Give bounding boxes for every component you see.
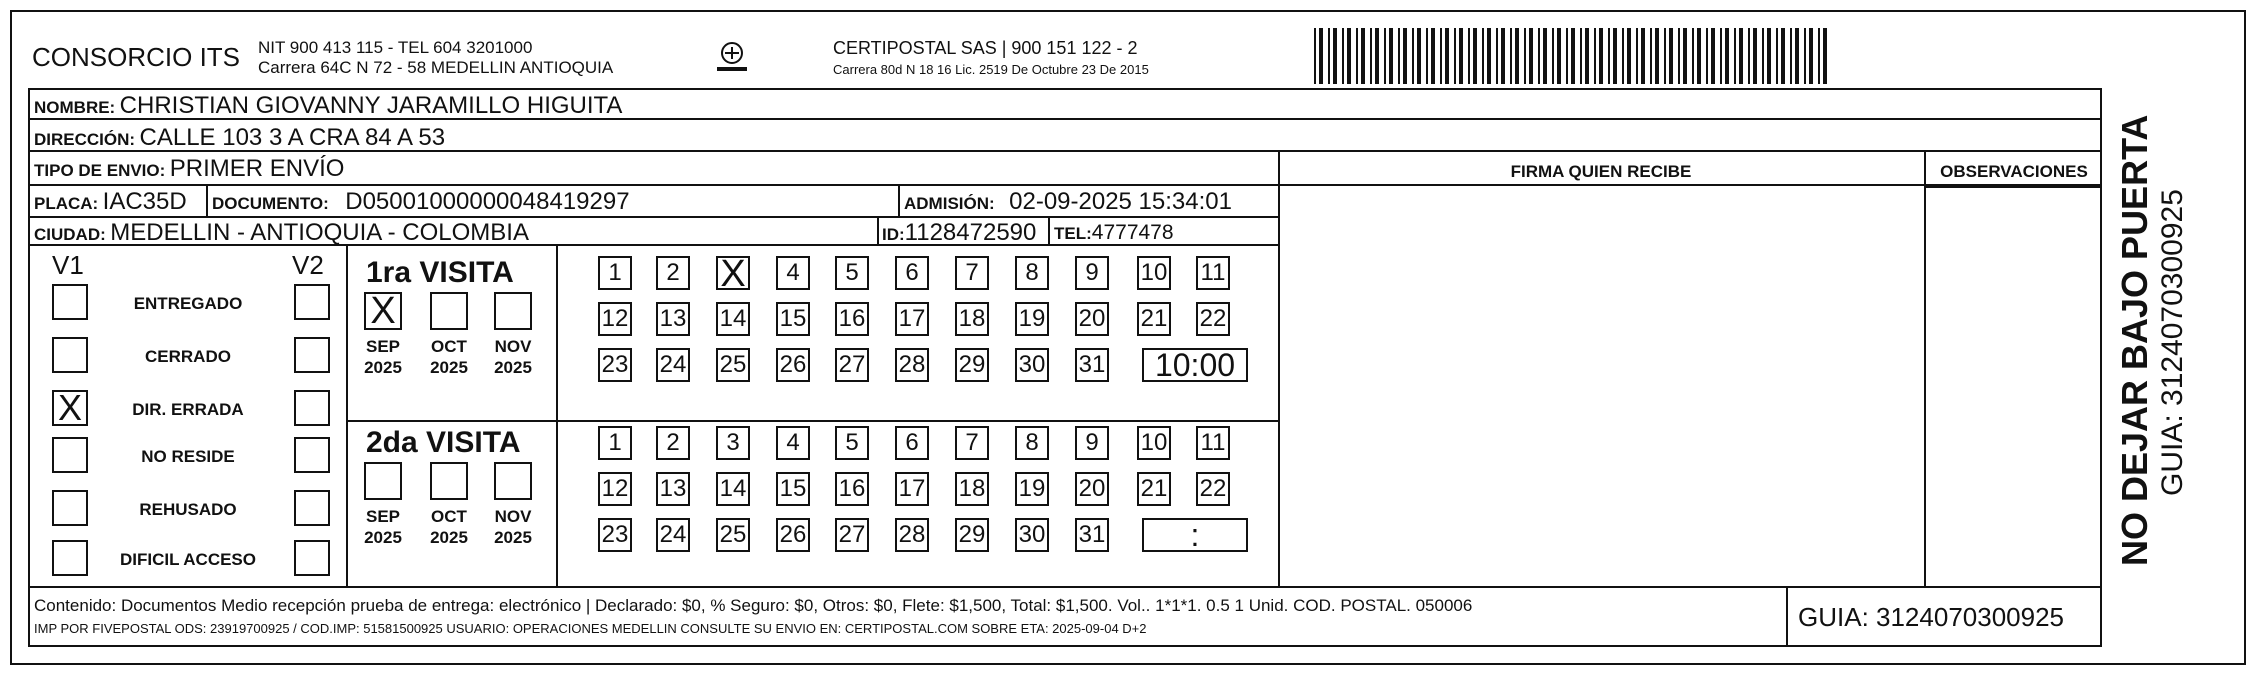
day-box[interactable]: 18 bbox=[955, 302, 989, 336]
barcode-bar bbox=[1398, 28, 1400, 84]
barcode-bar bbox=[1389, 28, 1393, 84]
month-label bbox=[423, 336, 475, 378]
status-v1-checkbox[interactable] bbox=[52, 284, 88, 320]
day-box[interactable]: 11 bbox=[1196, 256, 1230, 290]
day-box[interactable]: 19 bbox=[1015, 302, 1049, 336]
barcode-bar bbox=[1538, 28, 1540, 84]
barcode-bar bbox=[1734, 28, 1736, 84]
day-box[interactable]: 26 bbox=[776, 518, 810, 552]
barcode-bar bbox=[1683, 28, 1687, 84]
barcode-bar bbox=[1627, 28, 1631, 84]
barcode-bar bbox=[1440, 28, 1442, 84]
day-box[interactable]: 26 bbox=[776, 348, 810, 382]
day-box[interactable]: 17 bbox=[895, 472, 929, 506]
barcode-bar bbox=[1613, 28, 1617, 84]
time-field[interactable]: : bbox=[1142, 518, 1248, 552]
day-box[interactable]: 23 bbox=[598, 518, 632, 552]
v1-label: V1 bbox=[52, 250, 84, 280]
month-year: 2025 bbox=[364, 358, 402, 377]
company-address: Carrera 64C N 72 - 58 MEDELLIN ANTIOQUIA bbox=[258, 58, 614, 77]
barcode-bar bbox=[1804, 28, 1806, 84]
barcode-bar bbox=[1650, 28, 1652, 84]
day-box[interactable]: 4 bbox=[776, 426, 810, 460]
barcode-bar bbox=[1482, 28, 1484, 84]
month-year: 2025 bbox=[494, 358, 532, 377]
day-box[interactable]: 18 bbox=[955, 472, 989, 506]
month-name: SEP bbox=[365, 337, 401, 356]
tel-field: TEL:4777478 bbox=[1054, 221, 1174, 244]
day-box[interactable]: 2 bbox=[656, 426, 690, 460]
barcode-bar bbox=[1566, 28, 1568, 84]
day-box[interactable]: 9 bbox=[1075, 256, 1109, 290]
barcode-bar bbox=[1725, 28, 1729, 84]
month-year: 2025 bbox=[494, 528, 532, 547]
day-box[interactable]: 25 bbox=[716, 348, 750, 382]
barcode-bar bbox=[1454, 28, 1456, 84]
barcode-bar bbox=[1342, 28, 1344, 84]
barcode-bar bbox=[1347, 28, 1351, 84]
month-label bbox=[357, 506, 409, 548]
day-box[interactable]: 30 bbox=[1015, 348, 1049, 382]
barcode-bar bbox=[1417, 28, 1421, 84]
status-label: NO RESIDE bbox=[141, 447, 235, 466]
barcode-bar bbox=[1809, 28, 1813, 84]
day-box[interactable]: 1 bbox=[598, 256, 632, 290]
day-box[interactable]: 3 bbox=[716, 426, 750, 460]
status-v1-checkbox[interactable] bbox=[52, 490, 88, 526]
barcode-bar bbox=[1641, 28, 1645, 84]
barcode-bar bbox=[1529, 28, 1533, 84]
month-checkbox[interactable] bbox=[430, 462, 468, 500]
day-box[interactable]: 5 bbox=[835, 256, 869, 290]
day-box[interactable]: 13 bbox=[656, 472, 690, 506]
month-year: 2025 bbox=[364, 528, 402, 547]
status-label: CERRADO bbox=[145, 347, 231, 366]
barcode-bar bbox=[1426, 28, 1428, 84]
month-year: 2025 bbox=[430, 528, 468, 547]
day-box[interactable]: 4 bbox=[776, 256, 810, 290]
day-box[interactable]: 29 bbox=[955, 348, 989, 382]
barcode-bar bbox=[1515, 28, 1519, 84]
day-box[interactable]: 5 bbox=[835, 426, 869, 460]
status-label: ENTREGADO bbox=[133, 294, 243, 313]
barcode-bar bbox=[1669, 28, 1673, 84]
day-box[interactable]: 29 bbox=[955, 518, 989, 552]
barcode-bar bbox=[1510, 28, 1512, 84]
barcode-bar bbox=[1328, 28, 1330, 84]
barcode-bar bbox=[1622, 28, 1624, 84]
barcode-bar bbox=[1496, 28, 1498, 84]
barcode-bar bbox=[1384, 28, 1386, 84]
barcode-bar bbox=[1608, 28, 1610, 84]
day-box[interactable]: 27 bbox=[835, 518, 869, 552]
day-box[interactable]: 15 bbox=[776, 302, 810, 336]
month-checkbox[interactable] bbox=[494, 462, 532, 500]
month-name: OCT bbox=[431, 507, 467, 526]
day-box[interactable]: 1 bbox=[598, 426, 632, 460]
company-name: CONSORCIO ITS bbox=[32, 42, 241, 72]
day-box[interactable]: 25 bbox=[716, 518, 750, 552]
barcode-bar bbox=[1664, 28, 1666, 84]
id-field: ID:1128472590 bbox=[882, 219, 1037, 246]
day-box[interactable]: 14 bbox=[716, 302, 750, 336]
status-label: REHUSADO bbox=[139, 500, 237, 519]
barcode-bar bbox=[1333, 28, 1337, 84]
barcode-bar bbox=[1459, 28, 1463, 84]
month-checkbox[interactable] bbox=[430, 292, 468, 330]
status-label: DIR. ERRADA bbox=[132, 400, 244, 419]
day-box[interactable]: 30 bbox=[1015, 518, 1049, 552]
day-box[interactable]: 11 bbox=[1196, 426, 1230, 460]
barcode-bar bbox=[1795, 28, 1799, 84]
month-label bbox=[487, 506, 539, 548]
month-checkbox[interactable] bbox=[494, 292, 532, 330]
firma-header: FIRMA QUIEN RECIBE bbox=[1510, 162, 1692, 181]
day-box[interactable]: 31 bbox=[1075, 518, 1109, 552]
barcode-bar bbox=[1776, 28, 1778, 84]
day-box[interactable]: 17 bbox=[895, 302, 929, 336]
barcode-bar bbox=[1739, 28, 1743, 84]
v2-label: V2 bbox=[292, 250, 324, 280]
barcode-bar bbox=[1781, 28, 1785, 84]
day-box[interactable]: 10 bbox=[1137, 256, 1171, 290]
barcode-bar bbox=[1580, 28, 1582, 84]
day-box[interactable]: 8 bbox=[1015, 426, 1049, 460]
barcode-bar bbox=[1468, 28, 1470, 84]
barcode-bar bbox=[1524, 28, 1526, 84]
day-box[interactable]: 24 bbox=[656, 348, 690, 382]
barcode-bar bbox=[1706, 28, 1708, 84]
barcode-bar bbox=[1314, 28, 1316, 84]
barcode-bar bbox=[1655, 28, 1659, 84]
day-box[interactable]: 16 bbox=[835, 472, 869, 506]
footer-imp: IMP POR FIVEPOSTAL ODS: 23919700925 / COD.IMP: 51581500925 USUARIO: OPERACIONES MEDELLIN CONSULTE SU ENVIO EN: CERTIPOSTAL.COM SOBRE ETA: 2025-09-04 D+2 bbox=[34, 621, 1147, 636]
day-box[interactable]: 20 bbox=[1075, 302, 1109, 336]
status-v2-checkbox[interactable] bbox=[294, 437, 330, 473]
tipo-envio-field: TIPO DE ENVIO: PRIMER ENVÍO bbox=[34, 155, 345, 182]
barcode-bar bbox=[1445, 28, 1449, 84]
firma-area[interactable] bbox=[1280, 186, 1922, 584]
day-box[interactable]: 6 bbox=[895, 256, 929, 290]
barcode-bar bbox=[1720, 28, 1722, 84]
day-box[interactable]: 7 bbox=[955, 256, 989, 290]
day-box[interactable]: 12 bbox=[598, 472, 632, 506]
time-field[interactable]: 10:00 bbox=[1142, 348, 1248, 382]
barcode-bar bbox=[1501, 28, 1505, 84]
placa-field: PLACA: IAC35D bbox=[34, 188, 187, 215]
status-v2-checkbox[interactable] bbox=[294, 284, 330, 320]
barcode-bar bbox=[1356, 28, 1358, 84]
month-label bbox=[357, 336, 409, 378]
status-v1-checkbox[interactable] bbox=[52, 337, 88, 373]
month-name: SEP bbox=[365, 507, 401, 526]
footer-content: Contenido: Documentos Medio recepción prueba de entrega: electrónico | Declarado: $0, % Seguro: $0, Otros: $0, Flete: $1,500, Total: $1,500. Vol.. 1*1*1. 0.5 1 Unid. COD. POSTAL. 050006 bbox=[34, 596, 1473, 615]
barcode-bar bbox=[1678, 28, 1680, 84]
day-box[interactable]: 13 bbox=[656, 302, 690, 336]
admision-field: ADMISIÓN: 02-09-2025 15:34:01 bbox=[904, 188, 1232, 215]
barcode-bar bbox=[1585, 28, 1589, 84]
barcode-bar bbox=[1767, 28, 1771, 84]
day-box[interactable]: 22 bbox=[1196, 302, 1230, 336]
barcode-bar bbox=[1319, 28, 1323, 84]
day-box[interactable]: 19 bbox=[1015, 472, 1049, 506]
barcode-bar bbox=[1412, 28, 1414, 84]
barcode-bar bbox=[1818, 28, 1820, 84]
day-box[interactable]: 12 bbox=[598, 302, 632, 336]
day-box[interactable]: 28 bbox=[895, 348, 929, 382]
day-box[interactable]: 9 bbox=[1075, 426, 1109, 460]
footer-guia: GUIA: 3124070300925 bbox=[1798, 602, 2064, 632]
barcode-bar bbox=[1599, 28, 1603, 84]
status-v1-checkbox[interactable] bbox=[52, 540, 88, 576]
barcode-bar bbox=[1473, 28, 1477, 84]
observaciones-header: OBSERVACIONES bbox=[1940, 162, 2088, 181]
month-label bbox=[423, 506, 475, 548]
barcode-bar bbox=[1594, 28, 1596, 84]
nombre-field: NOMBRE: CHRISTIAN GIOVANNY JARAMILLO HIGUITA bbox=[34, 92, 623, 119]
barcode-bar bbox=[1697, 28, 1701, 84]
barcode-bar bbox=[1375, 28, 1379, 84]
side-warning: NO DEJAR BAJO PUERTA bbox=[2114, 114, 2155, 566]
status-v2-checkbox[interactable] bbox=[294, 390, 330, 426]
day-box[interactable]: 7 bbox=[955, 426, 989, 460]
day-box[interactable]: 16 bbox=[835, 302, 869, 336]
day-box[interactable]: 21 bbox=[1137, 472, 1171, 506]
day-box[interactable]: 6 bbox=[895, 426, 929, 460]
status-v2-checkbox[interactable] bbox=[294, 490, 330, 526]
barcode-bar bbox=[1431, 28, 1435, 84]
carrier-name: CERTIPOSTAL SAS | 900 151 122 - 2 bbox=[833, 38, 1138, 58]
barcode-bar bbox=[1636, 28, 1638, 84]
barcode-bar bbox=[1361, 28, 1365, 84]
day-box[interactable]: 28 bbox=[895, 518, 929, 552]
barcode bbox=[1314, 28, 1834, 84]
status-label: DIFICIL ACCESO bbox=[119, 550, 256, 569]
month-name: NOV bbox=[494, 507, 532, 526]
documento-field: DOCUMENTO: D05001000000048419297 bbox=[212, 188, 630, 215]
day-box[interactable]: 8 bbox=[1015, 256, 1049, 290]
day-box[interactable]: 10 bbox=[1137, 426, 1171, 460]
barcode-bar bbox=[1753, 28, 1757, 84]
day-box[interactable]: 24 bbox=[656, 518, 690, 552]
status-v1-checkbox[interactable] bbox=[52, 437, 88, 473]
status-v2-checkbox[interactable] bbox=[294, 540, 330, 576]
barcode-bar bbox=[1557, 28, 1561, 84]
day-box[interactable]: 2 bbox=[656, 256, 690, 290]
ciudad-field: CIUDAD: MEDELLIN - ANTIOQUIA - COLOMBIA bbox=[34, 219, 529, 246]
barcode-bar bbox=[1748, 28, 1750, 84]
visit1-title: 1ra VISITA bbox=[366, 256, 514, 289]
status-v1-checkbox[interactable]: X bbox=[52, 390, 88, 426]
direccion-field: DIRECCIÓN: CALLE 103 3 A CRA 84 A 53 bbox=[34, 124, 446, 151]
day-box[interactable]: 15 bbox=[776, 472, 810, 506]
barcode-bar bbox=[1487, 28, 1491, 84]
day-box[interactable]: 22 bbox=[1196, 472, 1230, 506]
barcode-bar bbox=[1692, 28, 1694, 84]
barcode-bar bbox=[1790, 28, 1792, 84]
month-checkbox[interactable] bbox=[364, 462, 402, 500]
barcode-bar bbox=[1552, 28, 1554, 84]
observaciones-area[interactable] bbox=[1926, 188, 2100, 584]
barcode-bar bbox=[1762, 28, 1764, 84]
day-box[interactable]: 31 bbox=[1075, 348, 1109, 382]
barcode-bar bbox=[1543, 28, 1547, 84]
barcode-bar bbox=[1711, 28, 1715, 84]
side-guia: GUIA: 3124070300925 bbox=[2156, 189, 2189, 496]
day-box-marked[interactable]: X bbox=[716, 256, 750, 290]
month-name: NOV bbox=[494, 337, 532, 356]
carrier-address: Carrera 80d N 18 16 Lic. 2519 De Octubre 23 De 2015 bbox=[833, 62, 1149, 77]
day-box[interactable]: 23 bbox=[598, 348, 632, 382]
month-name: OCT bbox=[431, 337, 467, 356]
barcode-bar bbox=[1403, 28, 1407, 84]
month-year: 2025 bbox=[430, 358, 468, 377]
visit2-title: 2da VISITA bbox=[366, 426, 521, 459]
barcode-bar bbox=[1370, 28, 1372, 84]
barcode-bar bbox=[1823, 28, 1827, 84]
day-box[interactable]: 20 bbox=[1075, 472, 1109, 506]
day-box[interactable]: 21 bbox=[1137, 302, 1171, 336]
day-box[interactable]: 14 bbox=[716, 472, 750, 506]
month-label bbox=[487, 336, 539, 378]
month-checkbox[interactable]: X bbox=[364, 292, 402, 330]
day-box[interactable]: 27 bbox=[835, 348, 869, 382]
company-nit: NIT 900 413 115 - TEL 604 3201000 bbox=[258, 38, 533, 57]
certipostal-logo bbox=[712, 38, 752, 78]
status-v2-checkbox[interactable] bbox=[294, 337, 330, 373]
barcode-bar bbox=[1571, 28, 1575, 84]
